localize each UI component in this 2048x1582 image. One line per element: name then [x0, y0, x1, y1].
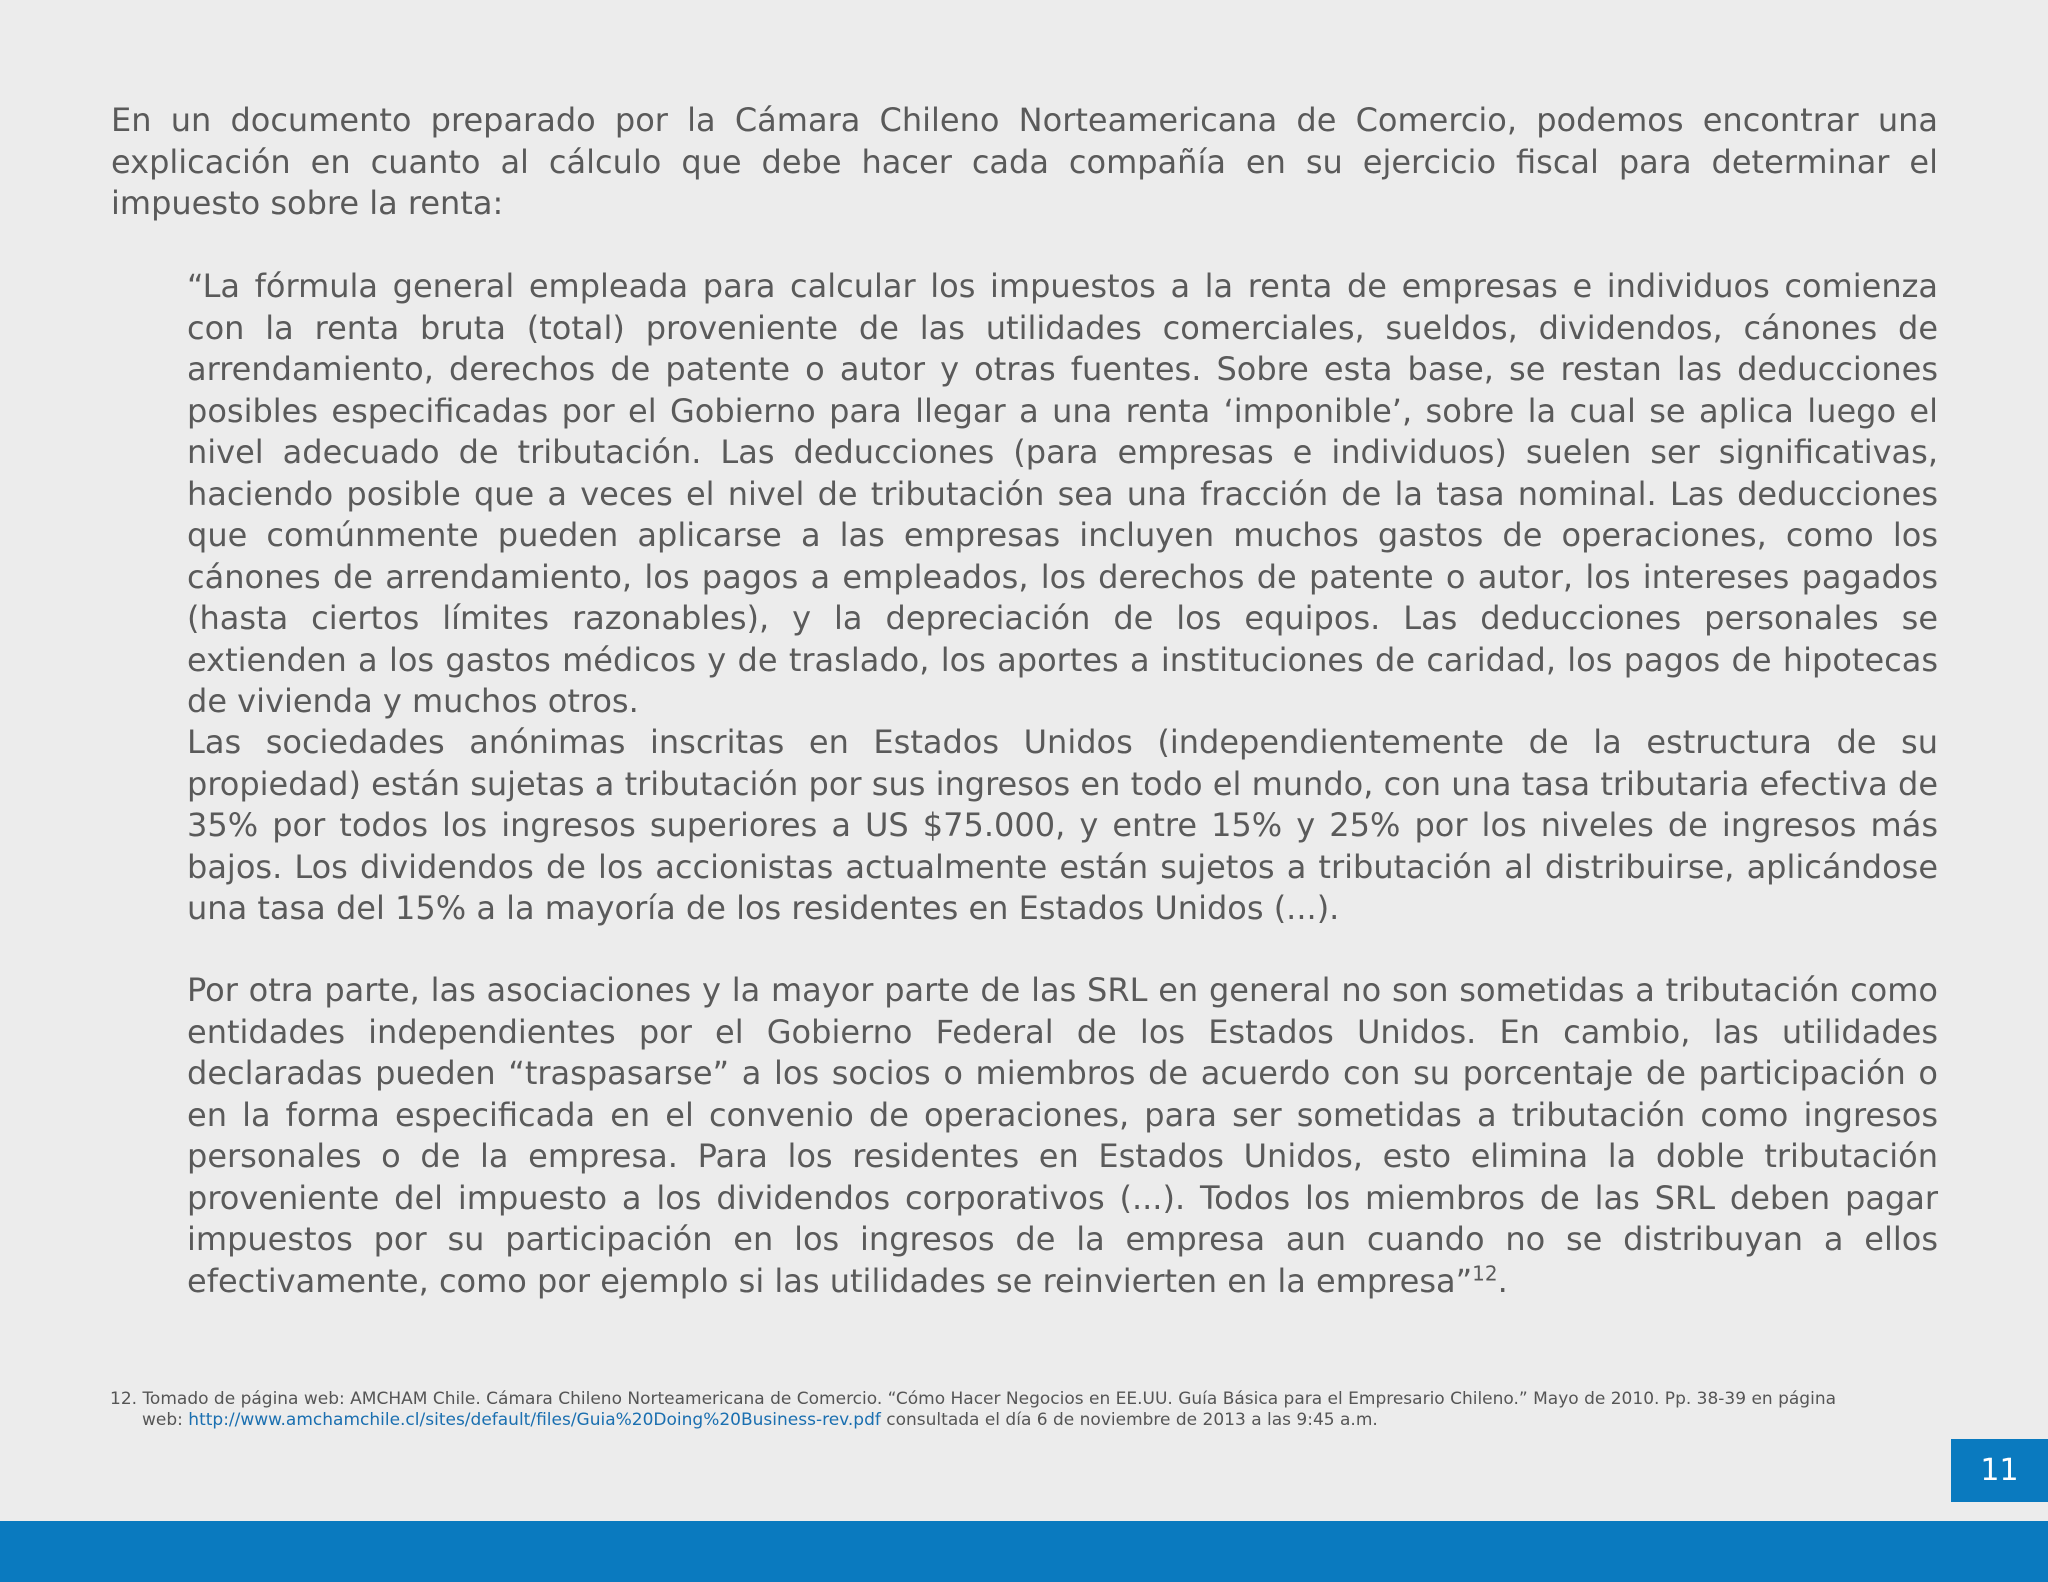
- page-number: 11: [1980, 1453, 2019, 1488]
- footnote-reference[interactable]: 12: [1472, 1260, 1498, 1285]
- footnote-text: 12. Tomado de página web: AMCHAM Chile. Cámara Chileno Norteamericana de Comercio. “Cómo Hacer Negocios en EE.UU. Guía Básica para el Empresario Chileno.” Mayo de 2010. Pp. 38-39 en página: [110, 1389, 1837, 1409]
- intro-paragraph: En un documento preparado por la Cámara Chileno Norteamericana de Comercio, podemos encontrar una explicación en cuanto al cálculo que debe hacer cada compañía en su ejercicio fiscal para determinar el impuesto sobre la renta:: [111, 101, 1938, 222]
- page-number-badge: [1951, 1439, 2048, 1502]
- quote-paragraph-3-end: .: [1497, 1261, 1508, 1300]
- footnote-suffix: consultada el día 6 de noviembre de 2013 a las 9:45 a.m.: [880, 1410, 1378, 1430]
- quote-paragraph-1: “La fórmula general empleada para calcular los impuestos a la renta de empresas e individuos comienza con la renta bruta (total) proveniente de las utilidades comerciales, sueldos, dividendos, cánones de arrendamiento, derechos de patente o autor y otras fuentes. Sobre esta base, se restan las deducciones posibles especificadas por el Gobierno para llegar a una renta ‘imponible’, sobre la cual se aplica luego el nivel adecuado de tributación. Las deducciones (para empresas e individuos) suelen ser significativas, haciendo posible que a veces el nivel de tributación sea una fracción de la tasa nominal. Las deducciones que comúnmente pueden aplicarse a las empresas incluyen muchos gastos de operaciones, como los cánones de arrendamiento, los pagos a empleados, los derechos de patente o autor, los intereses pagados (hasta ciertos límites razonables), y la depreciación de los equipos. Las deducciones personales se extienden a los gastos médicos y de traslado, los aportes a instituciones de caridad, los pagos de hipotecas de vivienda y muchos otros.: [187, 267, 1938, 720]
- footnote-continuation: [110, 1410, 1870, 1431]
- footnote-link[interactable]: http://www.amchamchile.cl/sites/default/files/Guia%20Doing%20Business-rev.pdf: [188, 1410, 881, 1430]
- quote-paragraph-3: [187, 970, 1938, 1302]
- bottom-accent-bar: [0, 1521, 2048, 1582]
- footnote: [110, 1389, 1870, 1431]
- quote-paragraph-2: Las sociedades anónimas inscritas en Estados Unidos (independientemente de la estructura de su propiedad) están sujetas a tributación por sus ingresos en todo el mundo, con una tasa tributaria efectiva de 35% por todos los ingresos superiores a US $75.000, y entre 15% y 25% por los niveles de ingresos más bajos. Los dividendos de los accionistas actualmente están sujetos a tributación al distribuirse, aplicándose una tasa del 15% a la mayoría de los residentes en Estados Unidos (...).: [187, 723, 1938, 927]
- quote-paragraph-3-text: Por otra parte, las asociaciones y la mayor parte de las SRL en general no son sometidas a tributación como entidades independientes por el Gobierno Federal de los Estados Unidos. En cambio, las utilidades declaradas pueden “traspasarse” a los socios o miembros de acuerdo con su porcentaje de participación o en la forma especificada en el convenio de operaciones, para ser sometidas a tributación como ingresos personales o de la empresa. Para los residentes en Estados Unidos, esto elimina la doble tributación proveniente del impuesto a los dividendos corporativos (...). Todos los miembros de las SRL deben pagar impuestos por su participación en los ingresos de la empresa aun cuando no se distribuyan a ellos efectivamente, como por ejemplo si las utilidades se reinvierten en la empresa”: [187, 971, 1938, 1300]
- footnote-prefix: web:: [142, 1410, 189, 1430]
